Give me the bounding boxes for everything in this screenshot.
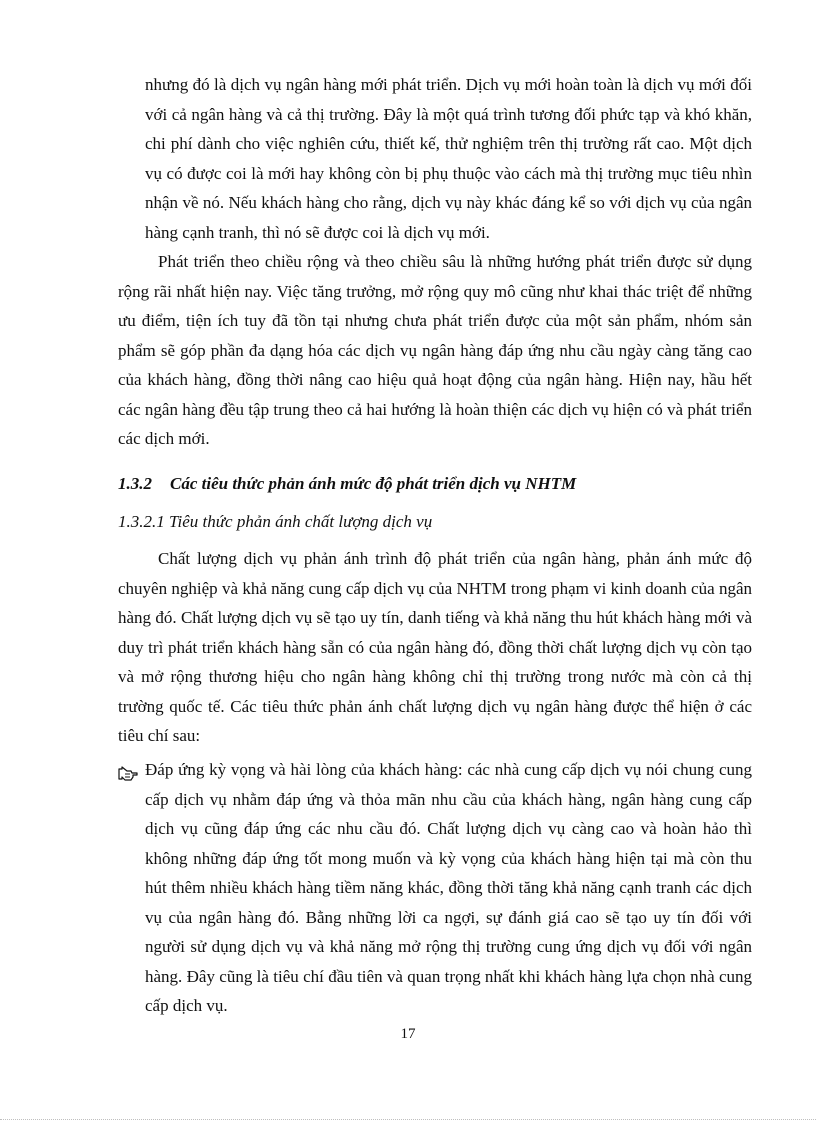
top-paragraphs <box>118 70 752 454</box>
section-title: Các tiêu thức phản ánh mức độ phát triển dịch vụ NHTM <box>170 474 577 493</box>
bullet-text: Đáp ứng kỳ vọng và hài lòng của khách hàng: các nhà cung cấp dịch vụ nói chung cung cấp dịch vụ nhằm đáp ứng và thỏa mãn nhu cầu của khách hàng, ngân hàng cung cấp dịch vụ cũng đáp ứng các nhu cầu đó. Chất lượng dịch vụ càng cao và hoàn hảo thì không những đáp ứng tốt mong muốn và kỳ vọng của khách hàng hiện tại mà còn thu hút thêm nhiều khách hàng tiềm năng khác, đồng thời tăng khả năng cạnh tranh các dịch vụ của ngân hàng đó. Bằng những lời ca ngợi, sự đánh giá cao sẽ tạo uy tín đối với người sử dụng dịch vụ và khả năng mở rộng thị trường cung ứng dịch vụ đối với ngân hàng. Đây cũng là tiêu chí đầu tiên và quan trọng nhất khi khách hàng lựa chọn nhà cung cấp dịch vụ. <box>145 760 752 1015</box>
bullet-item <box>118 755 752 1021</box>
paragraph-development-directions: Phát triển theo chiều rộng và theo chiều sâu là những hướng phát triển được sử dụng rộng rãi nhất hiện nay. Việc tăng trưởng, mở rộng quy mô cũng như khai thác triệt để những ưu điểm, tiện ích tuy đã tồn tại nhưng chưa phát triển được của một sản phẩm, nhóm sản phẩm sẽ góp phần đa dạng hóa các dịch vụ ngân hàng đáp ứng nhu cầu ngày càng tăng cao của khách hàng, đồng thời nâng cao hiệu quả hoạt động của ngân hàng. Hiện nay, hầu hết các ngân hàng đều tập trung theo cả hai hướng là hoàn thiện các dịch vụ hiện có và phát triển các dịch mới. <box>118 252 752 448</box>
section-heading <box>118 474 576 494</box>
section-number: 1.3.2 <box>118 474 152 493</box>
subsection-heading: 1.3.2.1 Tiêu thức phản ánh chất lượng dịch vụ <box>118 512 433 531</box>
page-number: 17 <box>400 1026 416 1042</box>
paragraph-service-quality: Chất lượng dịch vụ phản ánh trình độ phát triển của ngân hàng, phản ánh mức độ chuyên nghiệp và khả năng cung cấp dịch vụ của NHTM trong phạm vi kinh doanh của ngân hàng đó. Chất lượng dịch vụ sẽ tạo uy tín, danh tiếng và khả năng thu hút khách hàng mới và duy trì phát triển khách hàng sẵn có của ngân hàng đó, đồng thời chất lượng dịch vụ còn tạo và mở rộng thương hiệu cho ngân hàng không chỉ thị trường trong nước mà còn cả thị trường quốc tế. Các tiêu thức phản ánh chất lượng dịch vụ ngân hàng được thể hiện ở các tiêu chí sau: <box>118 549 752 745</box>
quality-paragraph-block <box>118 544 752 751</box>
paragraph-new-service: nhưng đó là dịch vụ ngân hàng mới phát triển. Dịch vụ mới hoàn toàn là dịch vụ mới đối với cả ngân hàng và cả thị trường. Đây là một quá trình tương đối phức tạp và khó khăn, chi phí dành cho việc nghiên cứu, thiết kế, thử nghiệm trên thị trường rất cao. Một dịch vụ có được coi là mới hay không còn bị phụ thuộc vào cách mà thị trường mục tiêu nhìn nhận về nó. Nếu khách hàng cho rằng, dịch vụ này khác đáng kể so với dịch vụ của ngân hàng cạnh tranh, thì nó sẽ được coi là dịch vụ mới. <box>145 75 752 242</box>
page-bottom-divider <box>0 1119 816 1120</box>
pointing-hand-icon <box>118 762 138 778</box>
